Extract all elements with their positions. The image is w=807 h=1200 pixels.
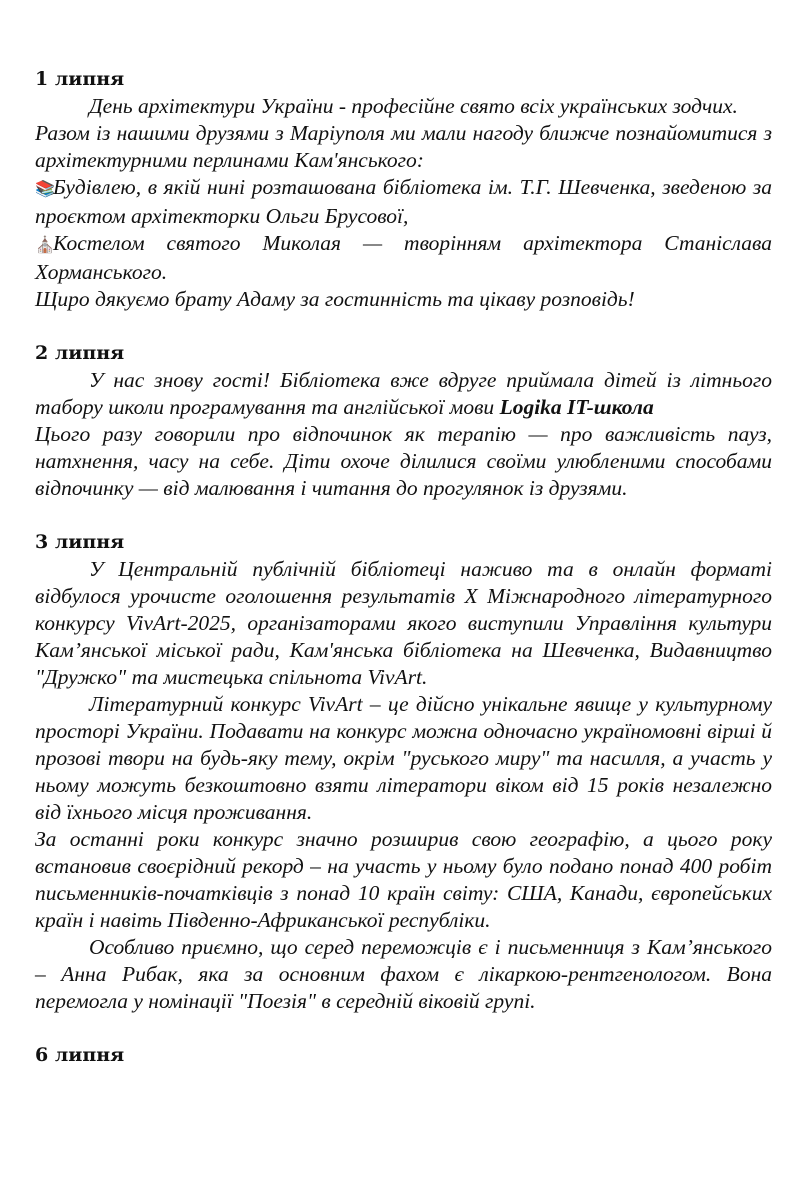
paragraph	[35, 367, 772, 421]
organization-name: Logika IT-школа	[499, 395, 654, 419]
paragraph: Щиро дякуємо брату Адаму за гостинність та цікаву розповідь!	[35, 287, 635, 311]
paragraph: Особливо приємно, що серед переможців є і письменниця з Кам’янського – Анна Рибак, яка за основним фахом є лікаркою-рентгенологом. Вона перемогла у номінації "Поезія" в середній віковій групі.	[35, 935, 772, 1013]
news-section-july-6	[35, 1042, 772, 1069]
paragraph: Літературний конкурс VivArt – це дійсно унікальне явище у культурному просторі України. Подавати на конкурс можна одночасно україномовні вірші й прозові твори на будь-яку тему, окрім "руського миру" та насилля, а участь у ньому можуть безкоштовно взяти літератори віком від 15 років незалежно від їхнього місця проживання.	[35, 692, 772, 824]
news-section-july-2	[35, 340, 772, 502]
paragraph: День архітектури України - професійне свято всіх українських зодчих.	[89, 94, 738, 118]
news-section-july-1	[35, 66, 772, 313]
news-section-july-3	[35, 529, 772, 1015]
paragraph: За останні роки конкурс значно розширив свою географію, а цього року встановив своєрідний рекорд – на участь у ньому було подано понад 400 робіт письменників-початківців з понад 10 країн світу: США, Канади, європейських країн і навіть Південно-Африканської республіки.	[35, 827, 772, 932]
paragraph: У Центральній публічній бібліотеці наживо та в онлайн форматі відбулося урочисте оголошення результатів X Міжнародного літературного конкурсу VivArt-2025, організаторами якого виступили Управління культури Кам’янської міської ради, Кам'янська бібліотека на Шевченка, Видавництво "Дружко" та мистецька спільнота VivArt.	[35, 557, 772, 689]
spacer	[35, 313, 772, 340]
spacer	[35, 1015, 772, 1042]
section-date: 6 липня	[35, 1044, 125, 1066]
paragraph-books	[35, 174, 772, 230]
church-icon: ⛪	[35, 237, 55, 254]
spacer	[35, 502, 772, 529]
paragraph-text: Костелом святого Миколая — творінням архітектора Станіслава Хорманського.	[35, 231, 772, 284]
books-icon: 📚	[35, 181, 55, 198]
paragraph: Разом із нашими друзями з Маріуполя ми мали нагоду ближче познайомитися з архітектурними перлинами Кам'янського:	[35, 121, 772, 172]
paragraph: Цього разу говорили про відпочинок як терапію — про важливість пауз, натхнення, часу на себе. Діти охоче ділилися своїми улюбленими способами відпочинку — від малювання і читання до прогулянок із друзями.	[35, 422, 772, 500]
section-date: 2 липня	[35, 342, 125, 364]
section-date: 3 липня	[35, 531, 125, 553]
document-page	[35, 66, 772, 1069]
section-date: 1 липня	[35, 68, 125, 90]
paragraph-text: Будівлею, в якій нині розташована бібліотека ім. Т.Г. Шевченка, зведеною за проєктом архітекторки Ольги Брусової,	[35, 175, 772, 228]
paragraph-text: У нас знову гості! Бібліотека вже вдруге приймала дітей із літнього табору школи програмування та англійської мови	[35, 368, 772, 419]
paragraph-church	[35, 230, 772, 286]
